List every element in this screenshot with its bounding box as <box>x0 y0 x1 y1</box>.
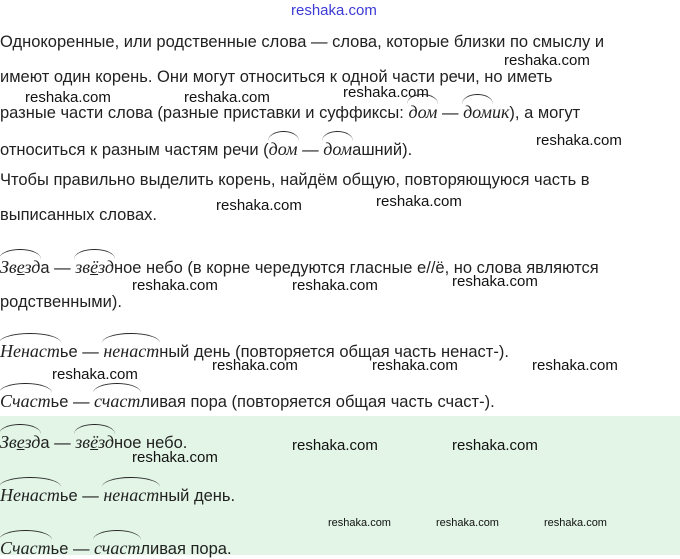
root-mark: ненаст <box>103 341 160 361</box>
watermark: reshaka.com <box>184 89 270 106</box>
dash: — <box>68 540 95 558</box>
watermark: reshaka.com <box>292 277 378 294</box>
para1-line4-tail: ). <box>402 141 413 159</box>
word-nenastye <box>0 341 60 361</box>
word-zvyozdnoe <box>75 432 114 452</box>
word-dom <box>269 139 298 159</box>
root-mark <box>75 432 114 453</box>
watermark: reshaka.com <box>132 449 218 466</box>
word-schastlivaya <box>94 538 140 558</box>
root-mark: дом <box>323 139 353 159</box>
root-mark <box>75 257 114 277</box>
ending: а <box>40 434 50 452</box>
para1-line3-tail: ), а могут <box>509 104 581 122</box>
answer-schastye <box>0 538 232 559</box>
watermark: reshaka.com <box>532 357 618 374</box>
watermark: reshaka.com <box>328 517 391 529</box>
word-dom <box>408 102 437 122</box>
watermark: reshaka.com <box>376 193 462 210</box>
para2-line1: Чтобы правильно выделить корень, найдём общую, повторяющуюся часть в <box>0 171 590 189</box>
watermark: reshaka.com <box>452 437 538 454</box>
watermark: reshaka.com <box>212 357 298 374</box>
dash: — <box>49 259 76 277</box>
answer-nenastye <box>0 485 235 506</box>
dash: — <box>68 393 95 411</box>
watermark: reshaka.com <box>343 84 429 101</box>
para1-line2: имеют один корень. Они могут относиться к одной части речи, но иметь <box>0 68 553 86</box>
root-vowel: е <box>16 257 25 277</box>
root-mark: ненаст <box>103 485 160 505</box>
root-mark: дом <box>268 139 298 159</box>
root-mark: Ненаст <box>0 341 60 361</box>
ending: ье <box>50 540 69 558</box>
example-nenastye-text: ный день (повторяется общая часть ненаст-). <box>159 343 509 361</box>
watermark: reshaka.com <box>436 517 499 529</box>
watermark: reshaka.com <box>52 366 138 383</box>
root-vowel: е <box>16 432 25 452</box>
suffix: ик <box>491 102 510 122</box>
dash: — <box>77 487 104 505</box>
word-zvezda <box>0 432 40 452</box>
word-domik <box>463 102 509 122</box>
root-mark: дом <box>408 102 438 122</box>
root-part: зв <box>75 257 91 277</box>
example-schastye <box>0 391 495 412</box>
ending: ашний <box>352 141 403 159</box>
root-mark: Ненаст <box>0 485 60 505</box>
root-vowel: ё <box>90 257 99 277</box>
para2-line2: выписанных словах. <box>0 206 157 224</box>
watermark: reshaka.com <box>132 277 218 294</box>
para1-line4-text: относиться к разным частям речи ( <box>0 141 269 159</box>
root-part: Зв <box>0 257 17 277</box>
root-part: зд <box>24 257 41 277</box>
root-part: зв <box>75 432 91 452</box>
root-mark: Счаст <box>0 538 51 558</box>
root-vowel: ё <box>90 432 99 452</box>
word-zvezda <box>0 257 40 277</box>
ending: ье <box>50 393 69 411</box>
para1-line4 <box>0 139 412 160</box>
word-schastye <box>0 538 51 558</box>
root-mark <box>0 257 40 277</box>
answer-nenastye-text: ный день. <box>159 487 236 505</box>
dash: — <box>297 141 324 159</box>
root-mark: дом <box>463 102 492 122</box>
word-zvyozdnoe <box>75 257 114 277</box>
watermark: reshaka.com <box>372 357 458 374</box>
answer-schastye-text: ливая пора. <box>140 540 232 558</box>
word-domashniy <box>323 139 352 159</box>
dash: — <box>77 343 104 361</box>
watermark: reshaka.com <box>292 437 378 454</box>
watermark: reshaka.com <box>216 197 302 214</box>
example-zvezda-line2: родственными). <box>0 293 122 311</box>
word-nenastye <box>0 485 60 505</box>
word-schastye <box>0 391 51 411</box>
root-part: зд <box>98 432 114 452</box>
example-schastye-text: ливая пора (повторяется общая часть счаст-). <box>140 393 495 411</box>
dash: — <box>49 434 76 452</box>
para1-line1: Однокоренные, или родственные слова — слова, которые близки по смыслу и <box>0 33 605 51</box>
ending: а <box>40 259 50 277</box>
word-nenastny <box>103 485 159 505</box>
example-zvezda-text: ное небо (в корне чередуются гласные е//ё, но слова являются <box>113 259 599 277</box>
root-part: Зв <box>0 432 17 452</box>
root-part: зд <box>98 257 114 277</box>
dash: — <box>437 104 464 122</box>
root-mark <box>0 432 40 453</box>
ending: ье <box>59 487 78 505</box>
para1-line3-text: разные части слова (разные приставки и суффиксы: <box>0 104 409 122</box>
word-nenastny <box>103 341 159 361</box>
watermark-top: reshaka.com <box>291 2 377 19</box>
watermark: reshaka.com <box>544 517 607 529</box>
root-mark: счаст <box>94 538 141 558</box>
root-mark: Счаст <box>0 391 51 411</box>
root-part: зд <box>24 432 41 452</box>
word-schastlivaya <box>94 391 140 411</box>
watermark: reshaka.com <box>452 273 538 290</box>
watermark: reshaka.com <box>536 132 622 149</box>
answer-zvezda-text: ное небо. <box>113 434 188 452</box>
watermark: reshaka.com <box>504 52 590 69</box>
root-mark: счаст <box>94 391 141 411</box>
watermark: reshaka.com <box>25 89 111 106</box>
ending: ье <box>59 343 78 361</box>
